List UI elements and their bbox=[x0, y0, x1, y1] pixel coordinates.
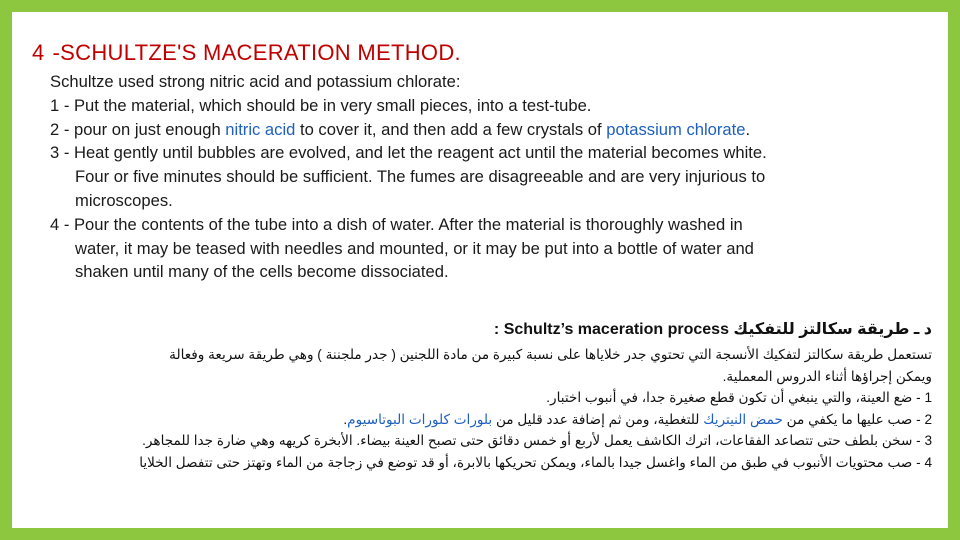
potassium-chlorate-highlight: potassium chlorate bbox=[606, 119, 746, 139]
section-number: 4 bbox=[32, 40, 45, 65]
intro-text: Schultze used strong nitric acid and potassium chlorate: bbox=[50, 72, 461, 91]
arabic-body bbox=[42, 318, 932, 473]
slide bbox=[12, 12, 948, 528]
slide-title bbox=[32, 40, 461, 66]
step-2-text-a: 2 - pour on just enough bbox=[50, 119, 226, 139]
arabic-heading-text: د ـ طريقة سكالتز للتفكيك bbox=[733, 321, 932, 338]
arabic-heading-colon: : bbox=[493, 321, 500, 338]
title-text: -SCHULTZE'S MACERATION METHOD. bbox=[52, 40, 461, 65]
arabic-step-2-text-a: 2 - صب عليها ما يكفي من bbox=[782, 411, 932, 427]
english-body bbox=[50, 70, 940, 284]
english-step-3-line-2: Four or five minutes should be sufficient. The fumes are disagreeable and are very injurious to bbox=[75, 167, 766, 187]
step-2-text-e: . bbox=[745, 119, 751, 139]
english-step-3-line-1: 3 - Heat gently until bubbles are evolved, and let the reagent act until the material becomes white. bbox=[50, 143, 767, 163]
step-1-text: 1 - Put the material, which should be in very small pieces, into a test-tube. bbox=[50, 95, 592, 115]
english-step-4-line-2: water, it may be teased with needles and mounted, or it may be put into a bottle of water and bbox=[75, 238, 754, 258]
arabic-heading bbox=[42, 318, 932, 342]
arabic-potassium-chlorate-highlight: بلورات كلورات البوتاسيوم bbox=[347, 411, 493, 427]
arabic-step-1: 1 - ضع العينة، والتي ينبغي أن تكون قطع صغيرة جدا، في أنبوب اختبار. bbox=[546, 390, 932, 405]
english-intro bbox=[50, 70, 940, 94]
english-step-3-line-3: microscopes. bbox=[75, 190, 173, 210]
nitric-acid-highlight: nitric acid bbox=[225, 119, 296, 139]
arabic-step-4: 4 - صب محتويات الأنبوب في طبق من الماء واغسل جيدا بالماء، ويمكن تحريكها بالابرة، أو قد توضع في زجاجة من الماء وتهتز حتى تتفصل الخلايا bbox=[139, 454, 932, 470]
arabic-heading-english: Schultz’s maceration process bbox=[503, 321, 729, 338]
arabic-nitric-acid-highlight: حمض النيتريك bbox=[703, 411, 783, 427]
english-step-2 bbox=[50, 118, 940, 142]
english-step-4-line-3: shaken until many of the cells become dissociated. bbox=[75, 262, 449, 282]
step-2-text-c: to cover it, and then add a few crystals of bbox=[295, 119, 607, 139]
english-step-1 bbox=[50, 94, 940, 118]
arabic-intro-line-1: تستعمل طريقة سكالتز لتفكيك الأنسجة التي تحتوي جدر خلاياها على نسبة كبيرة من مادة اللجنين ( جدر ملجننة ) وهي طريقة سريعة وفعالة bbox=[169, 347, 932, 362]
arabic-step-2 bbox=[42, 409, 932, 431]
arabic-step-2-text-e: . bbox=[343, 411, 348, 427]
arabic-step-3: 3 - سخن بلطف حتى تتصاعد الفقاعات، اترك الكاشف يعمل لأربع أو خمس دقائق حتى تصبح العينة بيضاء. الأبخرة كريهه وهي ضارة جدا للمجاهر. bbox=[142, 433, 932, 448]
english-step-4-line-1: 4 - Pour the contents of the tube into a dish of water. After the material is thoroughly washed in bbox=[50, 214, 743, 234]
arabic-intro-line-2: ويمكن إجراؤها أثناء الدروس المعملية. bbox=[722, 368, 932, 384]
arabic-step-2-text-c: للتغطية، ومن ثم إضافة عدد قليل من bbox=[492, 411, 704, 427]
